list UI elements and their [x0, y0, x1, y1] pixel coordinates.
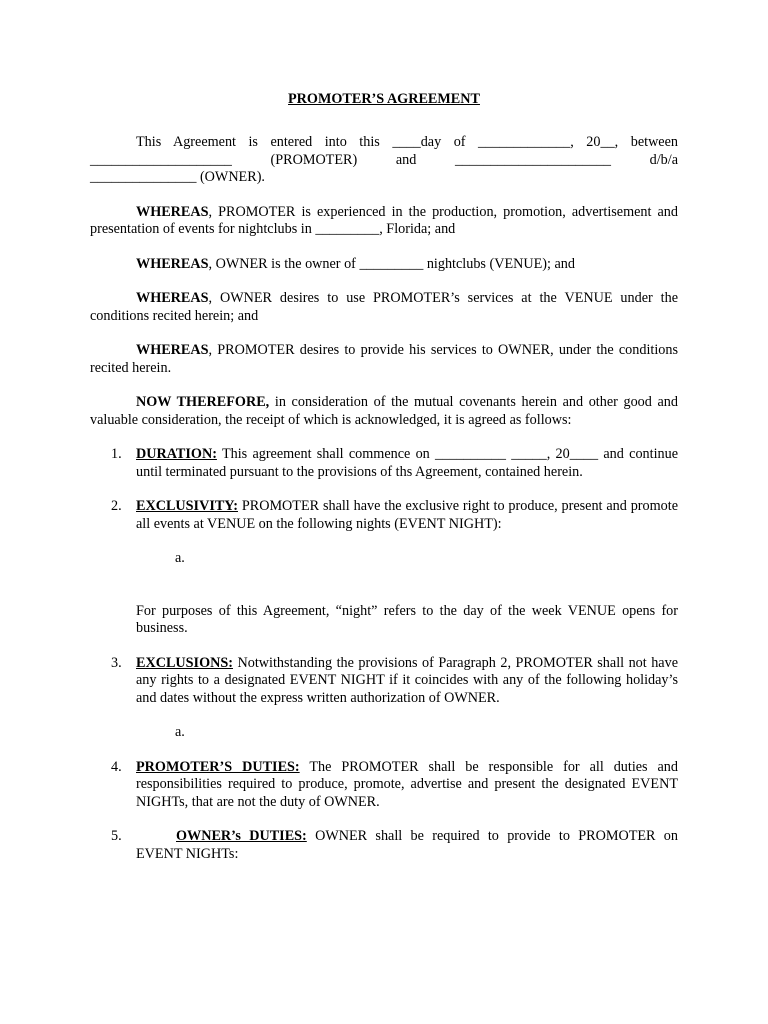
now-therefore-lead: NOW THEREFORE,: [136, 394, 270, 410]
page-title: PROMOTER’S AGREEMENT: [288, 91, 480, 107]
whereas-text: , OWNER is the owner of _________ nightclubs (VENUE); and: [208, 255, 575, 272]
item-text: This agreement shall commence on __________ _____, 20____ and continue until terminated pursuant to the provisions of ths Agreement, contained herein.: [136, 446, 678, 480]
intro-line-3: _______________ (OWNER).: [90, 169, 265, 185]
list-item-duration: [90, 446, 678, 481]
item-number: 2.: [111, 498, 122, 514]
list-item-exclusivity: [90, 498, 678, 533]
whereas-text: , PROMOTER is experienced in the production, promotion, advertisement and presentation of events for nightclubs in _________, Florida; and: [90, 203, 678, 237]
night-definition-note: For purposes of this Agreement, “night” refers to the day of the week VENUE opens for business.: [136, 602, 678, 636]
whereas-lead: WHEREAS: [136, 255, 209, 272]
item-text: Notwithstanding the provisions of Paragraph 2, PROMOTER shall not have any rights to a designated EVENT NIGHT if it coincides with any of the following holiday’s and dates without the express written authorization of OWNER.: [136, 654, 678, 706]
whereas-text: , OWNER desires to use PROMOTER’s services at the VENUE under the conditions recited herein; and: [90, 290, 678, 324]
now-therefore-paragraph: [90, 394, 678, 429]
numbered-list: [90, 446, 678, 863]
whereas-paragraph-4: [90, 342, 678, 377]
whereas-lead: WHEREAS: [136, 290, 209, 306]
item-content: [136, 828, 678, 863]
intro-paragraph: [90, 134, 678, 187]
document-page: [90, 91, 678, 863]
intro-line-2: ____________________ (PROMOTER) and ______________________ d/b/a: [90, 151, 678, 168]
whereas-text: , PROMOTER desires to provide his services to OWNER, under the conditions recited herein.: [90, 342, 678, 376]
item-text: The PROMOTER shall be responsible for all duties and responsibilities required to produce, promote, advertise and present the designated EVENT NIGHTs, that are not the duty of OWNER.: [136, 758, 678, 810]
sub-item-a: a.: [175, 550, 185, 566]
item-heading: EXCLUSIVITY:: [136, 498, 238, 514]
item-heading: EXCLUSIONS:: [136, 654, 233, 671]
item-heading: PROMOTER’S DUTIES:: [136, 758, 300, 775]
item-heading: OWNER’s DUTIES:: [176, 828, 307, 844]
list-item-exclusions: [90, 655, 678, 708]
whereas-paragraph-2: [90, 256, 678, 274]
item-heading: DURATION:: [136, 446, 217, 462]
sub-item-a: a.: [175, 724, 185, 740]
item-text: PROMOTER shall have the exclusive right to produce, present and promote all events at VENUE on the following nights (EVENT NIGHT):: [136, 498, 678, 532]
list-item-owner-duties: [90, 828, 678, 863]
item-number: 1.: [111, 446, 122, 462]
now-therefore-text: in consideration of the mutual covenants herein and other good and valuable consideration, the receipt of which is acknowledged, it is agreed as follows:: [90, 394, 678, 428]
whereas-lead: WHEREAS: [136, 203, 209, 220]
item-number: 3.: [111, 654, 122, 671]
item-number: 5.: [111, 828, 122, 844]
intro-line-1: This Agreement is entered into this ____day of _____________, 20__, between: [136, 134, 678, 150]
whereas-lead: WHEREAS: [136, 342, 209, 358]
whereas-paragraph-1: [90, 204, 678, 239]
whereas-paragraph-3: [90, 290, 678, 325]
item-number: 4.: [111, 758, 122, 775]
list-item-promoter-duties: [90, 759, 678, 812]
item-text: OWNER shall be required to provide to PROMOTER on EVENT NIGHTs:: [136, 828, 678, 862]
